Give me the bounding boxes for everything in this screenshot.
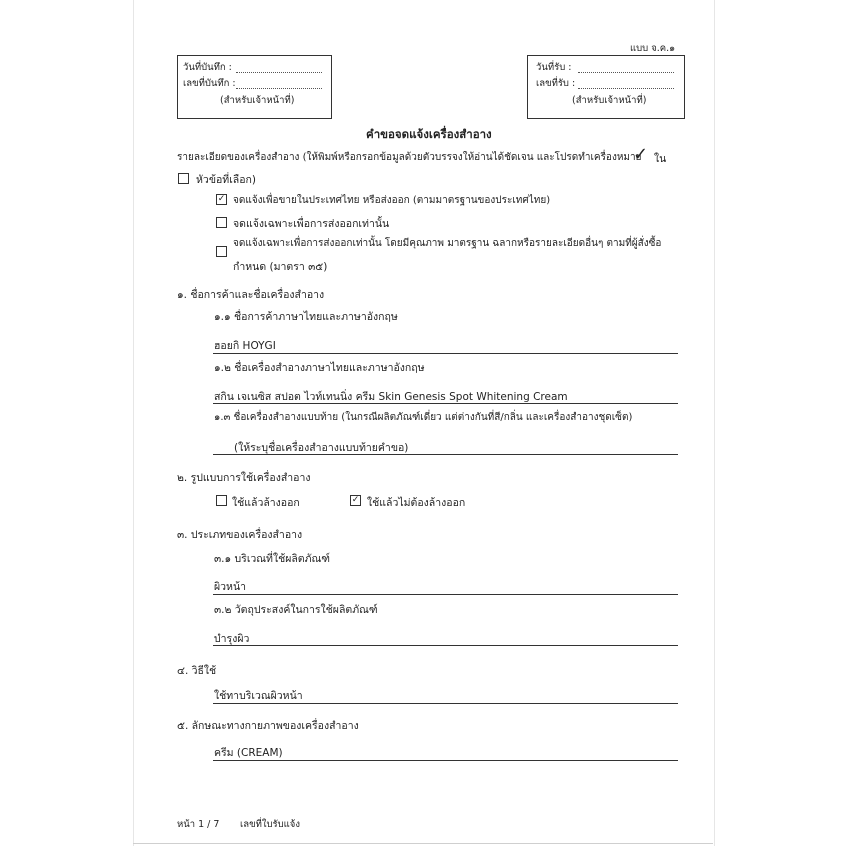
usage-method-value: ใช้ทาบริเวณผิวหน้า xyxy=(214,690,303,702)
receive-date-field[interactable] xyxy=(578,72,674,73)
rinse-off-checkbox[interactable] xyxy=(216,495,227,506)
form-code: แบบ จ.ค.๑ xyxy=(630,43,676,54)
sample-checkbox xyxy=(178,173,189,184)
page-bottom-edge xyxy=(133,843,713,844)
instructions-line2: หัวข้อที่เลือก) xyxy=(196,174,257,186)
record-date-label: วันที่บันทึก : xyxy=(183,62,232,73)
leave-on-label: ใช้แล้วไม่ต้องล้างออก xyxy=(367,497,466,509)
receive-no-field[interactable] xyxy=(578,88,674,89)
option-export-custom-label: จดแจ้งเฉพาะเพื่อการส่งออกเท่านั้น โดยมีคุณภาพ มาตรฐาน ฉลากหรือรายละเอียดอื่นๆ ตามที่ผู้สั่งซื้อ xyxy=(233,238,662,249)
option-export-custom-label-2: กำหนด (มาตรา ๓๕) xyxy=(233,261,328,273)
s3-1-label: ๓.๑ บริเวณที่ใช้ผลิตภัณฑ์ xyxy=(214,553,331,565)
s1-3-line xyxy=(213,454,678,455)
cosmetic-name-value: สกิน เจเนซิส สปอต ไวท์เทนนิ่ง ครีม Skin Genesis Spot Whitening Cream xyxy=(214,391,568,403)
cosmetic-name-line xyxy=(213,403,678,404)
record-no-label: เลขที่บันทึก : xyxy=(183,78,236,89)
instructions-end: ใน xyxy=(654,153,667,165)
option-export-checkbox[interactable] xyxy=(216,217,227,228)
purpose-line xyxy=(213,645,678,646)
option-sale-checkbox[interactable]: ✓ xyxy=(217,194,226,204)
receipt-number-label: เลขที่ใบรับแจ้ง xyxy=(240,819,300,830)
trade-name-line xyxy=(213,353,678,354)
trade-name-value: ฮอยกิ HOYGI xyxy=(214,340,276,352)
rinse-off-label: ใช้แล้วล้างออก xyxy=(232,497,300,509)
page-number: หน้า 1 / 7 xyxy=(177,819,220,830)
page-title: คำขอจดแจ้งเครื่องสำอาง xyxy=(366,127,492,141)
usage-area-value: ผิวหน้า xyxy=(214,581,247,593)
physical-form-line xyxy=(213,760,678,761)
record-no-field[interactable] xyxy=(236,88,322,89)
s1-3-label: ๑.๓ ชื่อเครื่องสำอางแบบท้าย (ในกรณีผลิตภัณฑ์เดี่ยว แต่ต่างกันที่สี/กลิ่น และเครื่องสำอางชุดเซ็ต) xyxy=(214,412,633,423)
usage-method-line xyxy=(213,703,678,704)
receive-officer-note: (สำหรับเจ้าหน้าที่) xyxy=(572,95,647,106)
s1-3-note: (ให้ระบุชื่อเครื่องสำอางแบบท้ายคำขอ) xyxy=(234,442,409,454)
section2-heading: ๒. รูปแบบการใช้เครื่องสำอาง xyxy=(177,472,311,484)
checkmark-symbol: ✓ xyxy=(633,144,649,165)
purpose-value: บำรุงผิว xyxy=(214,633,250,645)
section3-heading: ๓. ประเภทของเครื่องสำอาง xyxy=(177,529,303,541)
receive-no-label: เลขที่รับ : xyxy=(536,78,576,89)
physical-form-value: ครีม (CREAM) xyxy=(214,747,283,759)
option-export-label: จดแจ้งเฉพาะเพื่อการส่งออกเท่านั้น xyxy=(233,218,390,230)
instructions-text: รายละเอียดของเครื่องสำอาง (ให้พิมพ์หรือกรอกข้อมูลด้วยตัวบรรจงให้อ่านได้ชัดเจน และโปรดทำเครื่องหมาย xyxy=(177,152,642,163)
usage-area-line xyxy=(213,594,678,595)
section5-heading: ๕. ลักษณะทางกายภาพของเครื่องสำอาง xyxy=(177,720,359,732)
leave-on-checkbox[interactable]: ✓ xyxy=(351,495,360,505)
s1-1-label: ๑.๑ ชื่อการค้าภาษาไทยและภาษาอังกฤษ xyxy=(214,311,398,323)
s1-2-label: ๑.๒ ชื่อเครื่องสำอางภาษาไทยและภาษาอังกฤษ xyxy=(214,362,425,374)
section4-heading: ๔. วิธีใช้ xyxy=(177,665,217,677)
s3-2-label: ๓.๒ วัตถุประสงค์ในการใช้ผลิตภัณฑ์ xyxy=(214,604,378,616)
receive-date-label: วันที่รับ : xyxy=(536,62,572,73)
option-sale-label: จดแจ้งเพื่อขายในประเทศไทย หรือส่งออก (ตามมาตรฐานของประเทศไทย) xyxy=(233,195,551,206)
record-date-field[interactable] xyxy=(236,72,322,73)
option-export-custom-checkbox[interactable] xyxy=(216,246,227,257)
section1-heading: ๑. ชื่อการค้าและชื่อเครื่องสำอาง xyxy=(177,289,325,301)
record-officer-note: (สำหรับเจ้าหน้าที่) xyxy=(220,95,295,106)
